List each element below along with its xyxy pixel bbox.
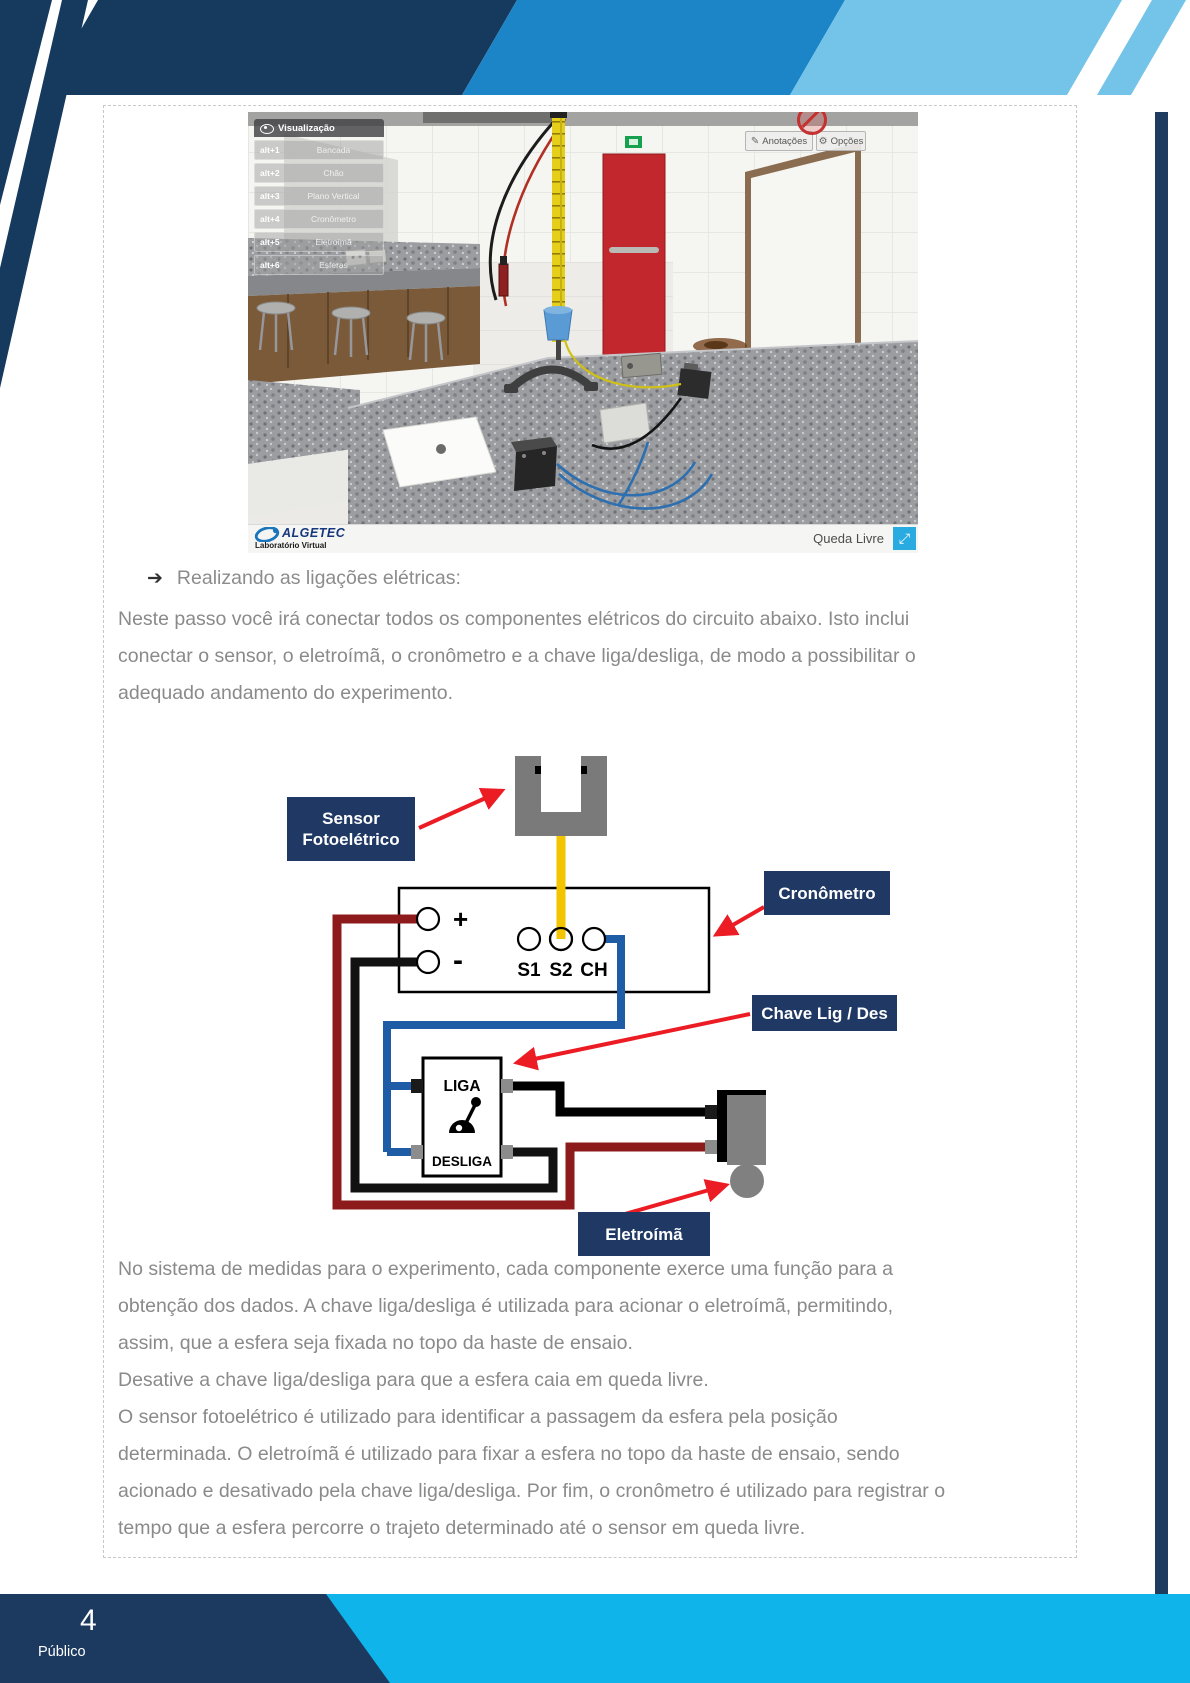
menu-item-cronometro[interactable] [254, 209, 384, 229]
text-line: conectar o sensor, o eletroímã, o cronômetro e a chave liga/desliga, de modo a possibilitar o [118, 645, 916, 667]
s1-terminal [518, 928, 540, 950]
liga-label: LIGA [443, 1078, 481, 1095]
sphere [730, 1164, 764, 1198]
electromagnet-terminal [705, 1105, 717, 1119]
expand-icon: ⤢ [898, 530, 911, 546]
menu-item-esferas[interactable] [254, 255, 384, 275]
stool-seat [332, 307, 370, 319]
text-line: assim, que a esfera seja fixada no topo da haste de ensaio. [118, 1332, 633, 1354]
arrow-to-chronometer [719, 907, 764, 933]
header-right-stripe [1097, 0, 1186, 95]
stool-seat [257, 302, 295, 314]
base-arc-foot [504, 384, 518, 393]
electromagnet-body [727, 1095, 766, 1165]
s2-label: S2 [549, 960, 573, 981]
ch-label: CH [580, 960, 608, 981]
fullscreen-button[interactable] [893, 527, 916, 550]
switch-terminal [501, 1145, 513, 1159]
box-terminal [522, 454, 526, 458]
door-push-bar [609, 247, 659, 253]
options-button[interactable] [816, 131, 866, 151]
switch-terminal [411, 1145, 423, 1159]
desliga-label: DESLIGA [431, 1154, 493, 1169]
section-heading-text: Realizando as ligações elétricas: [176, 567, 461, 589]
circuit-diagram [260, 700, 960, 1265]
visualization-menu [254, 119, 384, 275]
text-line: acionado e desativado pela chave liga/desliga. Por fim, o cronômetro é utilizado para registrar o [118, 1480, 946, 1502]
menu-item-label: Bancada [316, 145, 351, 155]
arrow-bullet-icon: ➔ [147, 568, 163, 589]
ch-terminal [583, 928, 605, 950]
text-line: No sistema de medidas para o experimento, cada componente exerce uma função para a [118, 1258, 894, 1280]
switch-terminal [501, 1079, 513, 1093]
signal-wire-stubs [387, 1086, 423, 1152]
minus-terminal [417, 951, 439, 973]
menu-item-label: Cronômetro [311, 214, 356, 224]
shortcut-key: alt+3 [260, 191, 280, 201]
electromagnet-label-box: Eletroímã [578, 1212, 710, 1256]
electromagnet-terminal [705, 1140, 717, 1154]
menu-item-label: Eletroímã [315, 237, 352, 247]
floor-stain-dark [704, 341, 728, 349]
black-box [514, 446, 557, 491]
text-line: O sensor fotoelétrico é utilizado para identificar a passagem da esfera pela posição [118, 1406, 838, 1428]
menu-item-label: Chão [323, 168, 344, 178]
stool-seat [407, 312, 445, 324]
visualization-menu-header [254, 119, 384, 137]
page-number: 4 [80, 1604, 97, 1637]
options-label: Opções [830, 135, 864, 147]
electromagnet-bracket-side [717, 1090, 727, 1162]
brand-name: ALGETEC [282, 526, 346, 540]
footer-decoration [0, 1594, 1190, 1683]
right-edge-bar [1155, 112, 1168, 1683]
box-terminal [542, 451, 546, 455]
chronometer-label-box: Cronômetro [764, 871, 890, 915]
text-line: Neste passo você irá conectar todos os componentes elétricos do circuito abaixo. Isto inclui [118, 608, 910, 630]
pole-cap [550, 112, 567, 118]
switch-label-box: Chave Lig / Des [752, 995, 897, 1031]
plus-terminal [417, 908, 439, 930]
annotations-label: Anotações [762, 135, 808, 147]
text-line: obtenção dos dados. A chave liga/desliga é utilizada para acionar o eletroímã, permitindo, [118, 1295, 894, 1317]
shortcut-key: alt+5 [260, 237, 280, 247]
header-navy-band [43, 0, 517, 95]
text-line: adequado andamento do experimento. [118, 682, 454, 704]
visualization-menu-title: Visualização [278, 122, 335, 134]
menu-item-plano-vertical[interactable] [254, 186, 384, 206]
minus-label: - [453, 944, 463, 977]
ceiling-vent [423, 112, 558, 123]
liga-wire [513, 1086, 711, 1112]
virtual-lab-screenshot[interactable] [248, 112, 918, 553]
plus-label: + [453, 904, 469, 934]
base-arc-foot [584, 382, 598, 391]
header-left-stripe [0, 0, 88, 388]
text-line: tempo que a esfera percorre o trajeto determinado até o sensor em queda livre. [118, 1517, 806, 1539]
circuit-diagram-svg [260, 700, 960, 1265]
shortcut-key: alt+4 [260, 214, 280, 224]
paragraph-explanation [118, 1251, 945, 1547]
metal-sphere [436, 444, 446, 454]
text-line: determinada. O eletroímã é utilizado para fixar a esfera no topo da haste de ensaio, sendo [118, 1443, 900, 1465]
arrow-to-sensor [419, 792, 499, 828]
sensor-receiver [581, 766, 587, 774]
pole-rod [556, 340, 561, 360]
menu-item-bancada[interactable] [254, 140, 384, 160]
header-blue-band [462, 0, 845, 95]
wire-connector [499, 264, 508, 296]
menu-item-label: Plano Vertical [307, 191, 360, 201]
brand-subtitle: Laboratório Virtual [255, 541, 327, 550]
gear-icon: ⚙ [818, 135, 828, 147]
text-line: Desative a chave liga/desliga para que a esfera caia em queda livre. [118, 1369, 709, 1391]
menu-item-chao[interactable] [254, 163, 384, 183]
s1-label: S1 [517, 960, 541, 981]
header-left-triangle [0, 0, 52, 205]
eye-icon [260, 124, 274, 134]
sensor-wire-yellow [557, 835, 566, 939]
shortcut-key: alt+1 [260, 145, 280, 155]
gray-box [621, 353, 662, 377]
annotations-button[interactable] [745, 131, 813, 151]
pole-holder [544, 310, 572, 340]
paragraph-intro [118, 601, 916, 712]
footer-classification-label: Público [38, 1644, 86, 1660]
wire-connector-tip [500, 256, 507, 265]
footer-navy-wedge [0, 1594, 390, 1683]
shortcut-key: alt+6 [260, 260, 280, 270]
menu-item-label: Esferas [319, 260, 348, 270]
header-lightblue-band [790, 0, 1122, 95]
note-icon: ✎ [750, 135, 760, 147]
alert-slash [801, 112, 820, 128]
algetec-logo-icon [254, 527, 280, 542]
exit-sign-glyph [629, 139, 638, 145]
switch-terminal [411, 1079, 423, 1093]
section-heading [147, 567, 461, 590]
pole-holder-rim [544, 306, 572, 314]
experiment-name: Queda Livre [813, 531, 884, 546]
photoelectric-sensor [515, 756, 607, 836]
menu-item-eletroima[interactable] [254, 232, 384, 252]
sensor-label-box: Sensor Fotoelétrico [287, 797, 415, 861]
sensor-emitter [535, 766, 541, 774]
shortcut-key: alt+2 [260, 168, 280, 178]
arrow-to-electromagnet [625, 1186, 723, 1214]
